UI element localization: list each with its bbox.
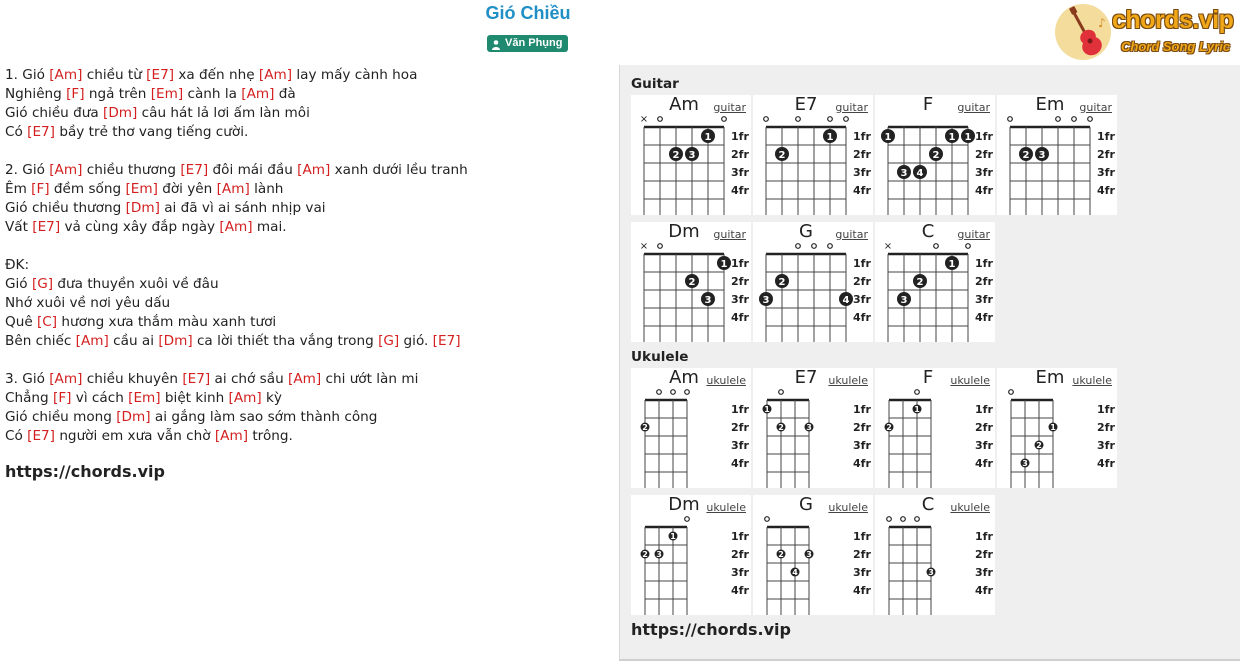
fret-label: 2fr [975, 421, 993, 434]
lyric-chord-tag[interactable]: [Am] [288, 371, 322, 387]
open-string-marker [887, 517, 892, 522]
instrument-link[interactable]: guitar [713, 101, 746, 114]
ukulele-chord-card[interactable] [875, 368, 995, 488]
finger-number: 2 [642, 423, 648, 432]
fret-label: 4fr [853, 184, 871, 197]
finger-number: 1 [914, 405, 920, 414]
lyric-chord-tag[interactable]: [E7] [180, 162, 209, 178]
lyric-chord-tag[interactable]: [Em] [128, 390, 161, 406]
guitar-chord-card[interactable] [875, 222, 995, 342]
open-string-marker [657, 390, 662, 395]
lyric-text: Có [5, 428, 28, 444]
fretboard-diagram [875, 222, 995, 342]
lyric-text: chi ướt làn mi [321, 371, 419, 387]
fretboard-diagram [753, 222, 873, 342]
lyric-line [5, 256, 468, 275]
lyric-text: đà [274, 86, 296, 102]
lyric-line [5, 161, 468, 180]
lyric-text: bầy trẻ thơ vang tiếng cười. [55, 124, 249, 140]
fret-label: 2fr [1097, 148, 1115, 161]
fret-label: 4fr [975, 184, 993, 197]
lyric-text: Quê [5, 314, 37, 330]
fret-label: 2fr [731, 275, 749, 288]
lyric-text: Gió [5, 276, 32, 292]
lyric-chord-tag[interactable]: [Am] [49, 67, 83, 83]
finger-number: 1 [826, 132, 834, 143]
ukulele-chord-card[interactable] [875, 495, 995, 615]
guitar-chord-card[interactable] [753, 95, 873, 215]
fret-label: 1fr [731, 257, 749, 270]
lyric-chord-tag[interactable]: [F] [66, 86, 85, 102]
lyric-chord-tag[interactable]: [Am] [75, 333, 109, 349]
fretboard-diagram [631, 95, 751, 215]
fretboard-diagram [997, 95, 1117, 215]
lyric-text: cành la [183, 86, 242, 102]
lyric-chord-tag[interactable]: [Dm] [116, 409, 151, 425]
chord-name: Am [669, 367, 699, 388]
fret-label: 1fr [853, 403, 871, 416]
chord-name: C [921, 221, 935, 242]
fret-label: 2fr [975, 275, 993, 288]
chord-name: G [799, 221, 813, 242]
lyric-text: xa đến nhẹ [174, 67, 259, 83]
lyric-text: người em xưa vẫn chờ [55, 428, 215, 444]
instrument-link[interactable]: ukulele [706, 374, 746, 387]
lyric-line [5, 199, 468, 218]
finger-number: 3 [688, 150, 696, 161]
finger-number: 2 [688, 277, 696, 288]
fret-label: 1fr [975, 130, 993, 143]
guitar-chord-card[interactable] [875, 95, 995, 215]
instrument-link[interactable]: guitar [957, 228, 990, 241]
fret-label: 4fr [975, 457, 993, 470]
fret-label: 3fr [1097, 166, 1115, 179]
fret-label: 4fr [1097, 184, 1115, 197]
open-string-marker [764, 117, 769, 122]
fret-label: 1fr [853, 530, 871, 543]
finger-number: 1 [704, 132, 712, 143]
chord-panel [619, 65, 1240, 661]
lyric-text: ai đã vì ai sánh nhịp vai [159, 200, 326, 216]
fret-label: 2fr [731, 548, 749, 561]
open-string-marker [934, 244, 939, 249]
guitar-chord-card[interactable] [753, 222, 873, 342]
finger-number: 3 [1038, 150, 1046, 161]
lyric-chord-tag[interactable]: [Em] [150, 86, 184, 102]
muted-string-marker: × [639, 114, 649, 125]
instrument-link[interactable]: ukulele [706, 501, 746, 514]
fret-label: 4fr [853, 584, 871, 597]
open-string-marker [844, 117, 849, 122]
open-string-marker [722, 117, 727, 122]
fret-label: 2fr [731, 421, 749, 434]
lyric-text: ĐK: [5, 257, 30, 273]
lyric-text: 2. Gió [5, 162, 50, 178]
fret-label: 3fr [1097, 439, 1115, 452]
chord-name: F [922, 94, 934, 115]
chord-name: E7 [794, 94, 818, 115]
lyric-text: 3. Gió [5, 371, 50, 387]
lyric-chord-tag[interactable]: [E7] [146, 67, 175, 83]
fret-label: 4fr [975, 311, 993, 324]
fret-label: 3fr [731, 293, 749, 306]
fretboard-diagram [631, 368, 751, 488]
logo-brand: chords.vip [1112, 6, 1234, 34]
fretboard-diagram [997, 368, 1117, 488]
finger-number: 2 [778, 150, 786, 161]
lyric-chord-tag[interactable]: [Am] [214, 428, 249, 444]
open-string-marker [779, 390, 784, 395]
instrument-link[interactable]: guitar [1079, 101, 1112, 114]
open-string-marker [685, 517, 690, 522]
lyric-chord-tag[interactable]: [Dm] [103, 105, 138, 121]
finger-number: 4 [842, 295, 850, 306]
lyric-text: hương xưa thắm màu xanh tươi [57, 314, 277, 330]
finger-number: 2 [642, 550, 648, 559]
chord-name: C [921, 494, 935, 515]
open-string-marker [828, 244, 833, 249]
lyric-chord-tag[interactable]: [Am] [297, 162, 331, 178]
instrument-link[interactable]: ukulele [1072, 374, 1112, 387]
lyric-text: Bên chiếc [5, 333, 76, 349]
finger-number: 1 [884, 132, 892, 143]
lyric-text: lay mấy cành hoa [292, 67, 418, 83]
fret-label: 1fr [853, 130, 871, 143]
fret-label: 4fr [853, 457, 871, 470]
finger-number: 1 [764, 405, 770, 414]
lyric-text: 1. Gió [5, 67, 50, 83]
fret-label: 4fr [731, 457, 749, 470]
lyric-text: ai chớ sầu [210, 371, 289, 387]
fret-label: 3fr [853, 293, 871, 306]
author-badge[interactable] [487, 35, 568, 52]
fret-label: 1fr [731, 530, 749, 543]
fret-label: 3fr [975, 439, 993, 452]
finger-number: 4 [916, 168, 924, 179]
finger-number: 2 [778, 423, 784, 432]
lyric-line [5, 332, 468, 351]
lyric-chord-tag[interactable]: [C] [37, 314, 58, 330]
lyric-text: gió. [399, 333, 433, 349]
finger-number: 1 [1050, 423, 1056, 432]
lyric-chord-tag[interactable]: [Am] [228, 390, 262, 406]
lyric-text: Nghiêng [5, 86, 67, 102]
fret-label: 3fr [975, 166, 993, 179]
fretboard-diagram [631, 222, 751, 342]
guitar-logo-icon [1054, 3, 1114, 63]
open-string-marker [1008, 117, 1013, 122]
lyric-chord-tag[interactable]: [Am] [49, 162, 83, 178]
lyric-chord-tag[interactable]: [Dm] [125, 200, 160, 216]
ukulele-chord-card[interactable] [997, 368, 1117, 488]
fret-label: 4fr [731, 311, 749, 324]
lyric-chord-tag[interactable]: [Am] [241, 86, 275, 102]
song-title: Gió Chiều [485, 3, 571, 23]
lyric-text: Gió chiều thương [5, 200, 126, 216]
lyric-text: xanh dưới lều tranh [330, 162, 468, 178]
fret-label: 4fr [731, 184, 749, 197]
lyric-chord-tag[interactable]: [F] [31, 181, 50, 197]
fret-label: 2fr [853, 548, 871, 561]
fret-label: 3fr [975, 566, 993, 579]
fret-label: 1fr [975, 403, 993, 416]
lyric-text: đời yên [157, 181, 217, 197]
lyric-line [5, 370, 468, 389]
finger-number: 2 [932, 150, 940, 161]
ukulele-chord-card[interactable] [631, 495, 751, 615]
open-string-marker [1072, 117, 1077, 122]
fretboard-diagram [875, 95, 995, 215]
lyric-text: trông. [248, 428, 293, 444]
lyric-line [5, 351, 468, 370]
lyric-text: biệt kinh [160, 390, 229, 406]
fret-label: 3fr [853, 439, 871, 452]
logo-tagline: Chord Song Lyric [1121, 39, 1231, 54]
lyric-chord-tag[interactable]: [E7] [432, 333, 461, 349]
lyric-text: Chẳng [5, 390, 54, 406]
lyric-text: chiều thương [82, 162, 181, 178]
fret-label: 3fr [975, 293, 993, 306]
finger-number: 3 [704, 295, 712, 306]
open-string-marker [658, 244, 663, 249]
lyric-chord-tag[interactable]: [E7] [182, 371, 211, 387]
fret-label: 2fr [853, 148, 871, 161]
lyric-chord-tag[interactable]: [Am] [49, 371, 83, 387]
finger-number: 2 [1022, 150, 1030, 161]
lyric-text: Có [5, 124, 28, 140]
instrument-link[interactable]: guitar [835, 228, 868, 241]
finger-number: 3 [806, 423, 812, 432]
chord-name: Dm [668, 494, 700, 515]
lyric-text: ai gắng làm sao sớm thành công [150, 409, 378, 425]
fret-label: 3fr [853, 166, 871, 179]
panel-site-link[interactable]: https://chords.vip [631, 620, 791, 639]
lyric-text: chiều khuyên [82, 371, 183, 387]
lyric-chord-tag[interactable]: [Dm] [158, 333, 193, 349]
finger-number: 2 [672, 150, 680, 161]
lyric-line [5, 142, 468, 161]
instrument-link[interactable]: guitar [713, 228, 746, 241]
lyric-line [5, 313, 468, 332]
lyric-text: chiều từ [82, 67, 147, 83]
fret-label: 4fr [975, 584, 993, 597]
finger-number: 2 [886, 423, 892, 432]
finger-number: 1 [948, 132, 956, 143]
open-string-marker [1009, 390, 1014, 395]
open-string-marker [685, 390, 690, 395]
lyric-text: đôi mái đầu [208, 162, 298, 178]
guitar-chord-card[interactable] [997, 95, 1117, 215]
finger-number: 2 [778, 277, 786, 288]
finger-number: 3 [656, 550, 662, 559]
lyric-line [5, 275, 468, 294]
open-string-marker [796, 244, 801, 249]
lyric-text: vả cùng xây đắp ngày [60, 219, 220, 235]
guitar-section-label: Guitar [631, 76, 679, 92]
instrument-link[interactable]: ukulele [950, 374, 990, 387]
lyric-text: đưa thuyền xuôi về đâu [53, 276, 219, 292]
chord-name: Dm [668, 221, 700, 242]
guitar-chord-card[interactable] [631, 222, 751, 342]
lyric-chord-tag[interactable]: [Em] [125, 181, 158, 197]
lyric-text: ca lời thiết tha vắng trong [192, 333, 379, 349]
chord-name: Em [1035, 94, 1065, 115]
lyric-line [5, 123, 468, 142]
lyric-text: câu hát lả lơi ấm làn môi [137, 105, 310, 121]
fretboard-diagram [631, 495, 751, 615]
finger-number: 3 [762, 295, 770, 306]
person-icon [492, 39, 500, 49]
finger-number: 4 [792, 568, 798, 577]
finger-number: 1 [670, 532, 676, 541]
muted-string-marker: × [639, 241, 649, 252]
lyric-line [5, 180, 468, 199]
open-string-marker [1056, 117, 1061, 122]
fret-label: 1fr [1097, 130, 1115, 143]
open-string-marker [915, 390, 920, 395]
lyric-chord-tag[interactable]: [E7] [27, 428, 55, 444]
finger-number: 2 [1036, 441, 1042, 450]
lyric-line [5, 218, 468, 237]
lyric-line [5, 237, 468, 256]
instrument-link[interactable]: ukulele [950, 501, 990, 514]
lyric-text: mai. [252, 219, 287, 235]
lyric-line [5, 389, 468, 408]
ukulele-section-label: Ukulele [631, 349, 689, 365]
open-string-marker [1088, 117, 1093, 122]
lyric-text: lành [249, 181, 284, 197]
open-string-marker [671, 390, 676, 395]
fret-label: 4fr [853, 311, 871, 324]
lyric-text: Gió chiều đưa [5, 105, 104, 121]
fretboard-diagram [753, 495, 873, 615]
lyric-text: Gió chiều mong [5, 409, 117, 425]
site-link[interactable]: https://chords.vip [5, 462, 165, 481]
fret-label: 4fr [1097, 457, 1115, 470]
fret-label: 2fr [975, 548, 993, 561]
lyric-text: Nhớ xuôi về nơi yêu dấu [5, 295, 171, 311]
fret-label: 3fr [853, 566, 871, 579]
open-string-marker [915, 517, 920, 522]
fret-label: 2fr [731, 148, 749, 161]
instrument-link[interactable]: guitar [835, 101, 868, 114]
fret-label: 1fr [1097, 403, 1115, 416]
ukulele-chord-card[interactable] [753, 495, 873, 615]
chord-name: F [922, 367, 934, 388]
chord-name: G [799, 494, 813, 515]
open-string-marker [901, 517, 906, 522]
lyric-line [5, 104, 468, 123]
finger-number: 3 [1022, 459, 1028, 468]
lyric-line [5, 427, 468, 446]
finger-number: 3 [900, 168, 908, 179]
lyric-text: đềm sống [49, 181, 126, 197]
open-string-marker [796, 117, 801, 122]
fretboard-diagram [753, 368, 873, 488]
instrument-link[interactable]: guitar [957, 101, 990, 114]
lyric-line [5, 294, 468, 313]
fret-label: 2fr [975, 148, 993, 161]
open-string-marker [828, 117, 833, 122]
fretboard-diagram [875, 495, 995, 615]
open-string-marker [966, 244, 971, 249]
finger-number: 1 [948, 259, 956, 270]
lyric-line [5, 85, 468, 104]
ukulele-chord-card[interactable] [753, 368, 873, 488]
svg-text:♪: ♪ [1098, 16, 1106, 30]
finger-number: 3 [900, 295, 908, 306]
lyrics-block [5, 66, 468, 446]
lyric-chord-tag[interactable]: [E7] [32, 219, 61, 235]
instrument-link[interactable]: ukulele [828, 501, 868, 514]
fret-label: 2fr [1097, 421, 1115, 434]
lyric-text: ngả trên [84, 86, 151, 102]
ukulele-chord-card[interactable] [631, 368, 751, 488]
lyric-text: Êm [5, 181, 32, 197]
open-string-marker [658, 117, 663, 122]
fretboard-diagram [753, 95, 873, 215]
lyric-line [5, 408, 468, 427]
finger-number: 3 [928, 568, 934, 577]
author-name: Văn Phụng [505, 37, 563, 49]
fret-label: 3fr [731, 566, 749, 579]
chord-name: Am [669, 94, 699, 115]
fret-label: 1fr [853, 257, 871, 270]
lyric-chord-tag[interactable]: [G] [31, 276, 54, 292]
lyric-chord-tag[interactable]: [G] [378, 333, 400, 349]
fret-label: 1fr [975, 530, 993, 543]
lyric-chord-tag[interactable]: [Am] [258, 67, 293, 83]
lyric-chord-tag[interactable]: [Am] [216, 181, 250, 197]
open-string-marker [765, 517, 770, 522]
finger-number: 2 [916, 277, 924, 288]
lyric-text: kỳ [261, 390, 282, 406]
chord-name: Em [1035, 367, 1065, 388]
finger-number: 3 [806, 550, 812, 559]
instrument-link[interactable]: ukulele [828, 374, 868, 387]
fret-label: 1fr [731, 130, 749, 143]
fret-label: 3fr [731, 166, 749, 179]
lyric-text: Vất [5, 219, 33, 235]
open-string-marker [812, 244, 817, 249]
lyric-chord-tag[interactable]: [Am] [219, 219, 253, 235]
fret-label: 2fr [853, 421, 871, 434]
finger-number: 2 [778, 550, 784, 559]
lyric-chord-tag[interactable]: [E7] [27, 124, 55, 140]
site-logo[interactable] [1054, 3, 1234, 63]
lyric-line [5, 66, 468, 85]
fret-label: 1fr [975, 257, 993, 270]
fret-label: 1fr [731, 403, 749, 416]
fretboard-diagram [875, 368, 995, 488]
fret-label: 2fr [853, 275, 871, 288]
finger-number: 1 [964, 132, 972, 143]
chord-name: E7 [794, 367, 818, 388]
lyric-chord-tag[interactable]: [F] [53, 390, 72, 406]
muted-string-marker: × [883, 241, 893, 252]
finger-number: 1 [720, 259, 728, 270]
guitar-chord-card[interactable] [631, 95, 751, 215]
lyric-text: cầu ai [108, 333, 159, 349]
fret-label: 4fr [731, 584, 749, 597]
lyric-text: vì cách [71, 390, 129, 406]
fret-label: 3fr [731, 439, 749, 452]
